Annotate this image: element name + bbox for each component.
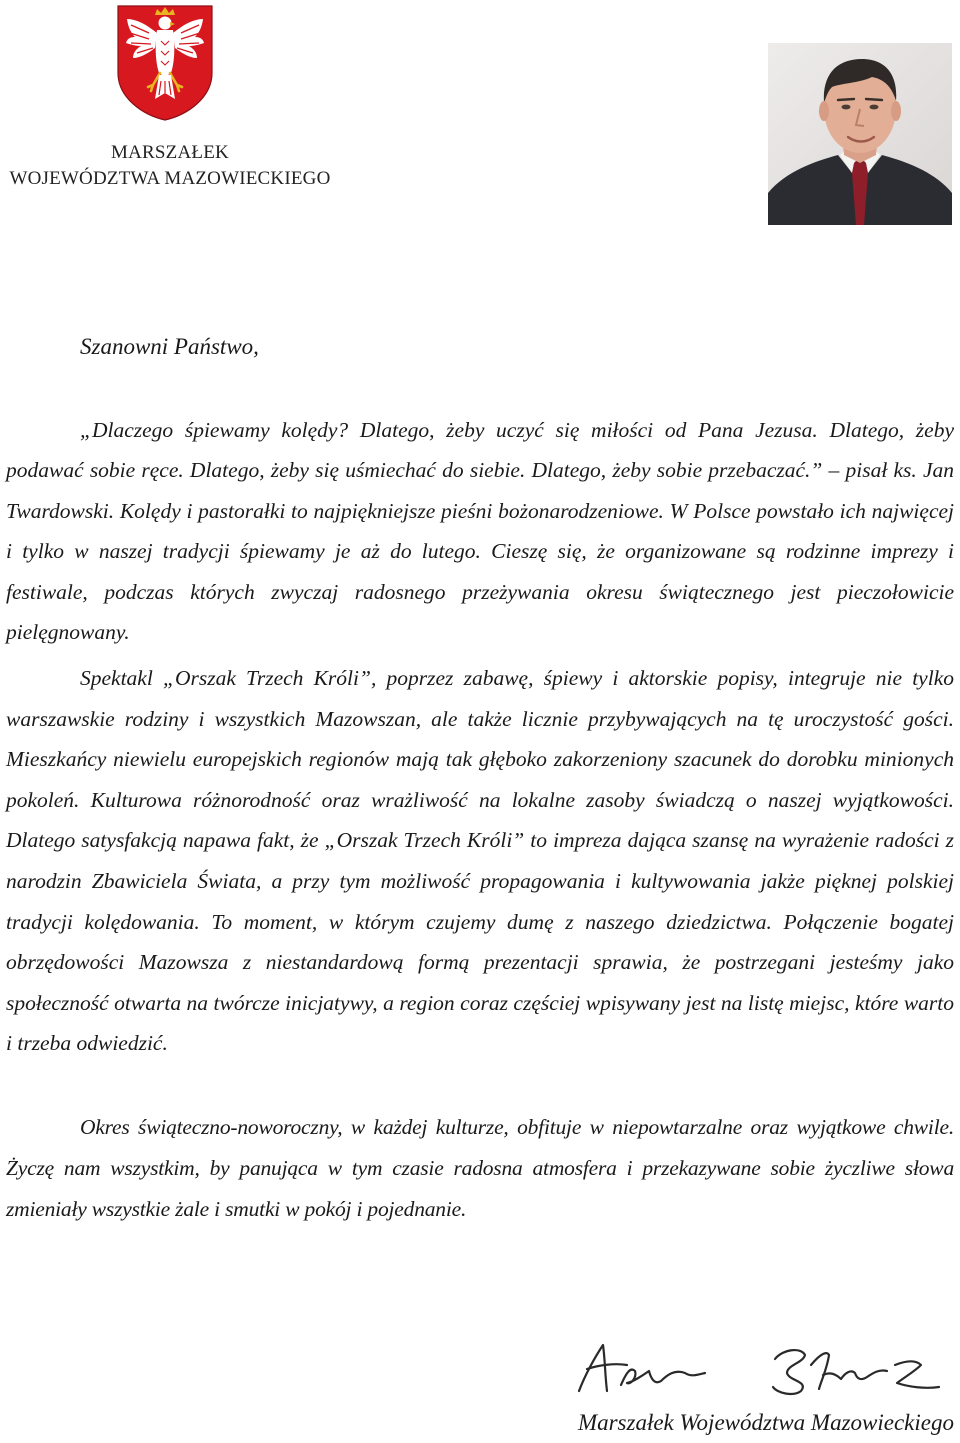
salutation: Szanowni Państwo,: [80, 334, 259, 359]
coat-of-arms-eagle-icon: [115, 3, 215, 123]
portrait-photo: [768, 43, 952, 225]
signature-caption: Marszałek Województwa Mazowieckiego: [577, 1410, 954, 1435]
letter-paragraph-3: Okres świąteczno-noworoczny, w każdej kulturze, obfituje w niepowtarzalne oraz wyjątkowe chwile. Życzę nam wszystkim, by panująca w tym czasie radosna atmosfera i przekazywane sobie życzliwe słowa zmieniały wszystkie żale i smutki w pokój i pojednanie.: [6, 1115, 954, 1221]
letter-paragraph-1: „Dlaczego śpiewamy kolędy? Dlatego, żeby uczyć się miłości od Pana Jezusa. Dlatego, żeby podawać sobie ręce. Dlatego, żeby się uśmiechać do siebie. Dlatego, żeby sobie przebaczać.” – pisał ks. Jan Twardowski. Kolędy i pastorałki to najpiękniejsze pieśni bożonarodzeniowe. W Polsce powstało ich najwięcej i tylko w naszej tradycji śpiewamy je aż do lutego. Cieszę się, że organizowane są rodzinne imprezy i festiwale, podczas których zwyczaj radosnego przeżywania okresu świątecznego jest pieczołowicie pielęgnowany.: [6, 418, 954, 645]
handwritten-signature: [565, 1335, 955, 1405]
office-title-line2: WOJEWÓDZTWA MAZOWIECKIEGO: [9, 168, 331, 189]
office-title-line1: MARSZAŁEK: [111, 142, 229, 163]
letter-paragraph-2: Spektakl „Orszak Trzech Króli”, poprzez zabawę, śpiewy i aktorskie popisy, integruje nie tylko warszawskie rodziny i wszystkich Mazowszan, ale także licznie przybywających na tę uroczystość gości. Mieszkańcy niewielu europejskich regionów mają tak głęboko zakorzeniony szacunek do dorobku minionych pokoleń. Kulturowa różnorodność oraz wrażliwość na lokalne zasoby świadczą o naszej wyjątkowości. Dlatego satysfakcją napawa fakt, że „Orszak Trzech Króli” to impreza dająca szansę na wyrażenie radości z narodzin Zbawiciela Świata, a przy tym możliwość propagowania i kultywowania jakże pięknej polskiej tradycji kolędowania. To moment, w którym czujemy dumę z naszego dziedzictwa. Połączenie bogatej obrzędowości Mazowsza z niestandardową formą prezentacji sprawia, że postrzegani jesteśmy jako społeczność otwarta na twórcze inicjatywy, a region coraz częściej wpisywany jest na listę miejsc, które warto i trzeba odwiedzić.: [6, 666, 954, 1056]
office-title: [0, 140, 340, 192]
